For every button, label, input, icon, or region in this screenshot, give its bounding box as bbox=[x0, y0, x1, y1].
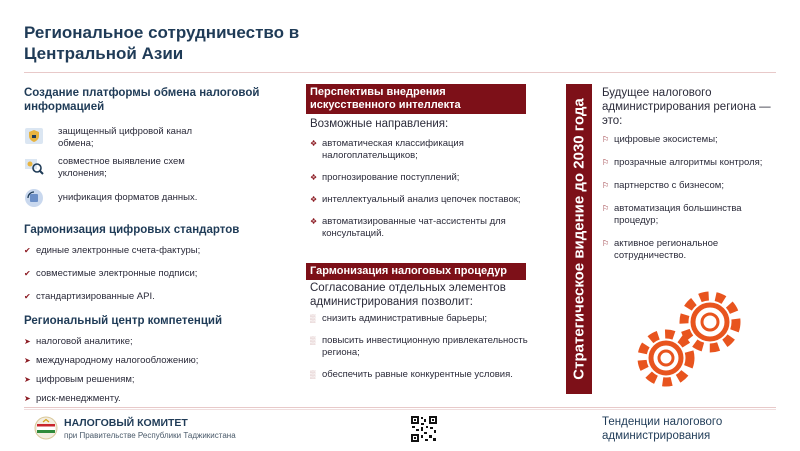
list-item-text: международному налогообложению; bbox=[36, 355, 199, 366]
list-item-text: налоговой аналитике; bbox=[36, 336, 133, 347]
list-item-text: партнерство с бизнесом; bbox=[614, 180, 724, 191]
chevron-right-icon: ➤ bbox=[24, 394, 31, 403]
diamond-bullet-icon: ❖ bbox=[310, 195, 318, 204]
list-item-text: единые электронные счета-фактуры; bbox=[36, 245, 201, 256]
list-item bbox=[602, 134, 782, 146]
list-item bbox=[602, 180, 782, 192]
square-bullet-icon: ▒ bbox=[310, 314, 316, 323]
platform-item-text: унификация форматов данных. bbox=[58, 192, 198, 203]
list-item-text: автоматизированные чат-ассистенты для консультаций. bbox=[322, 216, 506, 239]
bookmark-bullet-icon: ⚐ bbox=[602, 239, 610, 248]
list-item bbox=[24, 355, 284, 367]
format-sync-icon bbox=[24, 188, 44, 208]
list-item bbox=[24, 336, 284, 348]
shield-lock-icon bbox=[24, 126, 44, 146]
qr-code-icon[interactable] bbox=[410, 415, 438, 443]
standards-section bbox=[24, 223, 284, 303]
platform-item-text: совместное выявление схем уклонения; bbox=[58, 156, 185, 179]
bookmark-bullet-icon: ⚐ bbox=[602, 181, 610, 190]
list-item bbox=[310, 335, 530, 359]
list-item bbox=[24, 374, 284, 386]
list-item-text: автоматизация большинства процедур; bbox=[614, 203, 742, 226]
list-item-text: цифровые экосистемы; bbox=[614, 134, 718, 145]
list-item-text: стандартизированные API. bbox=[36, 291, 155, 302]
chevron-right-icon: ➤ bbox=[24, 356, 31, 365]
list-item bbox=[310, 194, 530, 206]
diamond-bullet-icon: ❖ bbox=[310, 173, 318, 182]
page-title: Региональное сотрудничество в Центральной Азии bbox=[24, 23, 300, 63]
list-item-text: активное региональное сотрудничество. bbox=[614, 238, 719, 261]
org-name: НАЛОГОВЫЙ КОМИТЕТ bbox=[64, 417, 188, 429]
vertical-title: Стратегическое видение до 2030 года bbox=[570, 98, 588, 380]
right-heading: Будущее налогового администрирования региона — это: bbox=[602, 87, 771, 127]
list-item bbox=[602, 203, 782, 227]
ai-heading: Перспективы внедрения искусственного интеллекта bbox=[306, 84, 526, 114]
ai-list bbox=[310, 138, 530, 240]
list-item bbox=[24, 268, 284, 280]
platform-item-text: защищенный цифровой канал обмена; bbox=[58, 126, 193, 149]
footer-divider bbox=[24, 407, 776, 408]
list-item-text: прозрачные алгоритмы контроля; bbox=[614, 157, 763, 168]
title-divider bbox=[24, 72, 776, 73]
list-item bbox=[24, 291, 284, 303]
harmonization-intro: Согласование отдельных элементов администрирования позволит: bbox=[310, 282, 506, 308]
right-list bbox=[602, 134, 782, 262]
footer-right-text: Тенденции налогового администрирования bbox=[602, 416, 723, 442]
list-item bbox=[24, 393, 284, 405]
list-item bbox=[602, 157, 782, 169]
list-item-text: обеспечить равные конкурентные условия. bbox=[322, 369, 513, 380]
platform-section bbox=[24, 86, 284, 208]
list-item bbox=[24, 245, 284, 257]
bookmark-bullet-icon: ⚐ bbox=[602, 158, 610, 167]
list-item-text: интеллектуальный анализ цепочек поставок; bbox=[322, 194, 521, 205]
list-item bbox=[310, 172, 530, 184]
check-icon: ✔ bbox=[24, 269, 31, 278]
platform-item bbox=[24, 156, 284, 180]
footer-divider-secondary bbox=[24, 409, 776, 410]
harmonization-heading: Гармонизация налоговых процедур bbox=[306, 263, 526, 280]
gears-icon bbox=[622, 288, 752, 392]
diamond-bullet-icon: ❖ bbox=[310, 139, 318, 148]
ai-intro: Возможные направления: bbox=[310, 118, 449, 130]
platform-heading: Создание платформы обмена налоговой информацией bbox=[24, 87, 260, 113]
harmonization-list bbox=[310, 313, 530, 381]
square-bullet-icon: ▒ bbox=[310, 336, 316, 345]
scheme-search-icon bbox=[24, 156, 44, 176]
list-item bbox=[310, 369, 530, 381]
center-section bbox=[24, 314, 284, 405]
vertical-title-bar bbox=[566, 84, 592, 394]
list-item-text: прогнозирование поступлений; bbox=[322, 172, 460, 183]
list-item bbox=[310, 138, 530, 162]
standards-heading: Гармонизация цифровых стандартов bbox=[24, 224, 240, 236]
list-item bbox=[310, 216, 530, 240]
center-heading: Региональный центр компетенций bbox=[24, 315, 223, 327]
check-icon: ✔ bbox=[24, 246, 31, 255]
list-item-text: цифровым решениям; bbox=[36, 374, 135, 385]
check-icon: ✔ bbox=[24, 292, 31, 301]
list-item bbox=[310, 313, 530, 325]
list-item-text: автоматическая классификация налогоплательщиков; bbox=[322, 138, 464, 161]
bookmark-bullet-icon: ⚐ bbox=[602, 204, 610, 213]
bookmark-bullet-icon: ⚐ bbox=[602, 135, 610, 144]
emblem-logo-icon bbox=[34, 416, 58, 440]
platform-item bbox=[24, 188, 284, 208]
chevron-right-icon: ➤ bbox=[24, 337, 31, 346]
chevron-right-icon: ➤ bbox=[24, 375, 31, 384]
list-item-text: совместимые электронные подписи; bbox=[36, 268, 198, 279]
list-item-text: снизить административные барьеры; bbox=[322, 313, 488, 324]
diamond-bullet-icon: ❖ bbox=[310, 217, 318, 226]
platform-item bbox=[24, 126, 284, 150]
square-bullet-icon: ▒ bbox=[310, 370, 316, 379]
list-item-text: повысить инвестиционную привлекательность региона; bbox=[322, 335, 528, 358]
list-item bbox=[602, 238, 782, 262]
org-subtitle: при Правительстве Республики Таджикистана bbox=[64, 431, 236, 440]
list-item-text: риск-менеджменту. bbox=[36, 393, 121, 404]
